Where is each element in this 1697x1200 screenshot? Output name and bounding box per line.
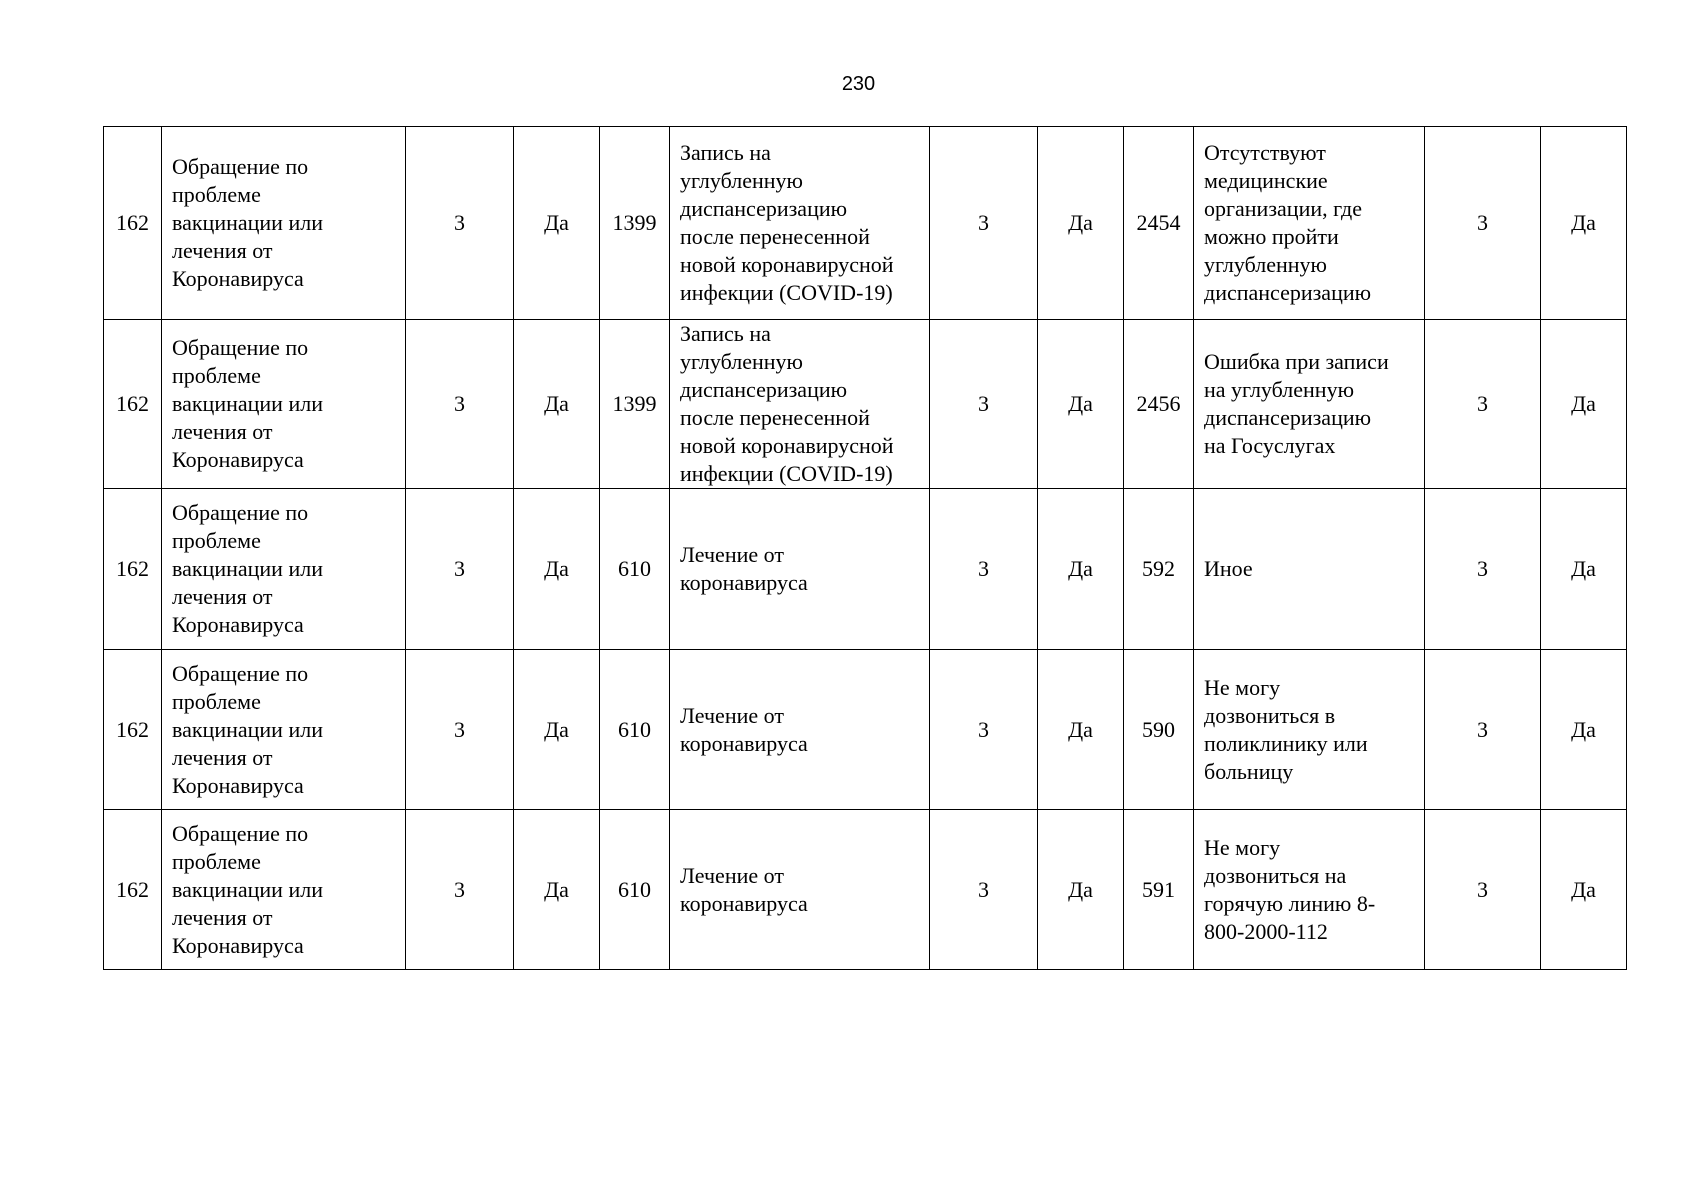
classification-table (103, 126, 1627, 970)
topic-name-cell: Обращение по проблеме вакцинации или лечения от Коронавируса (162, 127, 406, 320)
table-row (104, 489, 1627, 650)
subtopic-flag-cell: Да (1038, 489, 1124, 650)
topic-score-cell: 3 (406, 320, 514, 489)
issue-flag-cell: Да (1541, 320, 1627, 489)
subtopic-name-cell: Лечение от коронавируса (670, 810, 930, 970)
topic-id-cell: 162 (104, 320, 162, 489)
topic-name-cell: Обращение по проблеме вакцинации или лечения от Коронавируса (162, 489, 406, 650)
topic-flag-cell: Да (514, 810, 600, 970)
issue-name-cell: Не могу дозвониться в поликлинику или больницу (1194, 650, 1425, 810)
topic-id-cell: 162 (104, 127, 162, 320)
topic-score-cell: 3 (406, 127, 514, 320)
table-row (104, 650, 1627, 810)
issue-id-cell: 590 (1124, 650, 1194, 810)
subtopic-score-cell: 3 (930, 320, 1038, 489)
subtopic-score-cell: 3 (930, 127, 1038, 320)
subtopic-flag-cell: Да (1038, 650, 1124, 810)
topic-flag-cell: Да (514, 320, 600, 489)
subtopic-score-cell: 3 (930, 489, 1038, 650)
subtopic-flag-cell: Да (1038, 810, 1124, 970)
subtopic-name-cell: Запись на углубленную диспансеризацию после перенесенной новой коронавирусной инфекции (COVID-19) (670, 127, 930, 320)
subtopic-id-cell: 1399 (600, 127, 670, 320)
issue-flag-cell: Да (1541, 127, 1627, 320)
page-number: 230 (841, 73, 876, 95)
issue-id-cell: 2456 (1124, 320, 1194, 489)
topic-score-cell: 3 (406, 810, 514, 970)
topic-flag-cell: Да (514, 650, 600, 810)
subtopic-id-cell: 1399 (600, 320, 670, 489)
issue-id-cell: 2454 (1124, 127, 1194, 320)
topic-name-cell: Обращение по проблеме вакцинации или лечения от Коронавируса (162, 650, 406, 810)
issue-name-cell: Отсутствуют медицинские организации, где можно пройти углубленную диспансеризацию (1194, 127, 1425, 320)
issue-name-cell: Ошибка при записи на углубленную диспансеризацию на Госуслугах (1194, 320, 1425, 489)
issue-flag-cell: Да (1541, 489, 1627, 650)
subtopic-id-cell: 610 (600, 650, 670, 810)
subtopic-score-cell: 3 (930, 810, 1038, 970)
issue-score-cell: 3 (1425, 650, 1541, 810)
topic-flag-cell: Да (514, 127, 600, 320)
issue-flag-cell: Да (1541, 810, 1627, 970)
table-row (104, 810, 1627, 970)
subtopic-name-cell: Лечение от коронавируса (670, 489, 930, 650)
issue-id-cell: 591 (1124, 810, 1194, 970)
subtopic-name-cell: Запись на углубленную диспансеризацию после перенесенной новой коронавирусной инфекции (COVID-19) (670, 320, 930, 489)
topic-score-cell: 3 (406, 489, 514, 650)
subtopic-id-cell: 610 (600, 489, 670, 650)
issue-score-cell: 3 (1425, 127, 1541, 320)
subtopic-flag-cell: Да (1038, 320, 1124, 489)
subtopic-name-cell: Лечение от коронавируса (670, 650, 930, 810)
subtopic-flag-cell: Да (1038, 127, 1124, 320)
issue-score-cell: 3 (1425, 810, 1541, 970)
table-row (104, 320, 1627, 489)
issue-name-cell: Не могу дозвониться на горячую линию 8- 800-2000-112 (1194, 810, 1425, 970)
subtopic-id-cell: 610 (600, 810, 670, 970)
table-row (104, 127, 1627, 320)
issue-name-cell: Иное (1194, 489, 1425, 650)
topic-flag-cell: Да (514, 489, 600, 650)
subtopic-score-cell: 3 (930, 650, 1038, 810)
issue-score-cell: 3 (1425, 489, 1541, 650)
issue-score-cell: 3 (1425, 320, 1541, 489)
issue-flag-cell: Да (1541, 650, 1627, 810)
topic-name-cell: Обращение по проблеме вакцинации или лечения от Коронавируса (162, 810, 406, 970)
topic-id-cell: 162 (104, 489, 162, 650)
topic-id-cell: 162 (104, 810, 162, 970)
issue-id-cell: 592 (1124, 489, 1194, 650)
topic-name-cell: Обращение по проблеме вакцинации или лечения от Коронавируса (162, 320, 406, 489)
topic-id-cell: 162 (104, 650, 162, 810)
topic-score-cell: 3 (406, 650, 514, 810)
